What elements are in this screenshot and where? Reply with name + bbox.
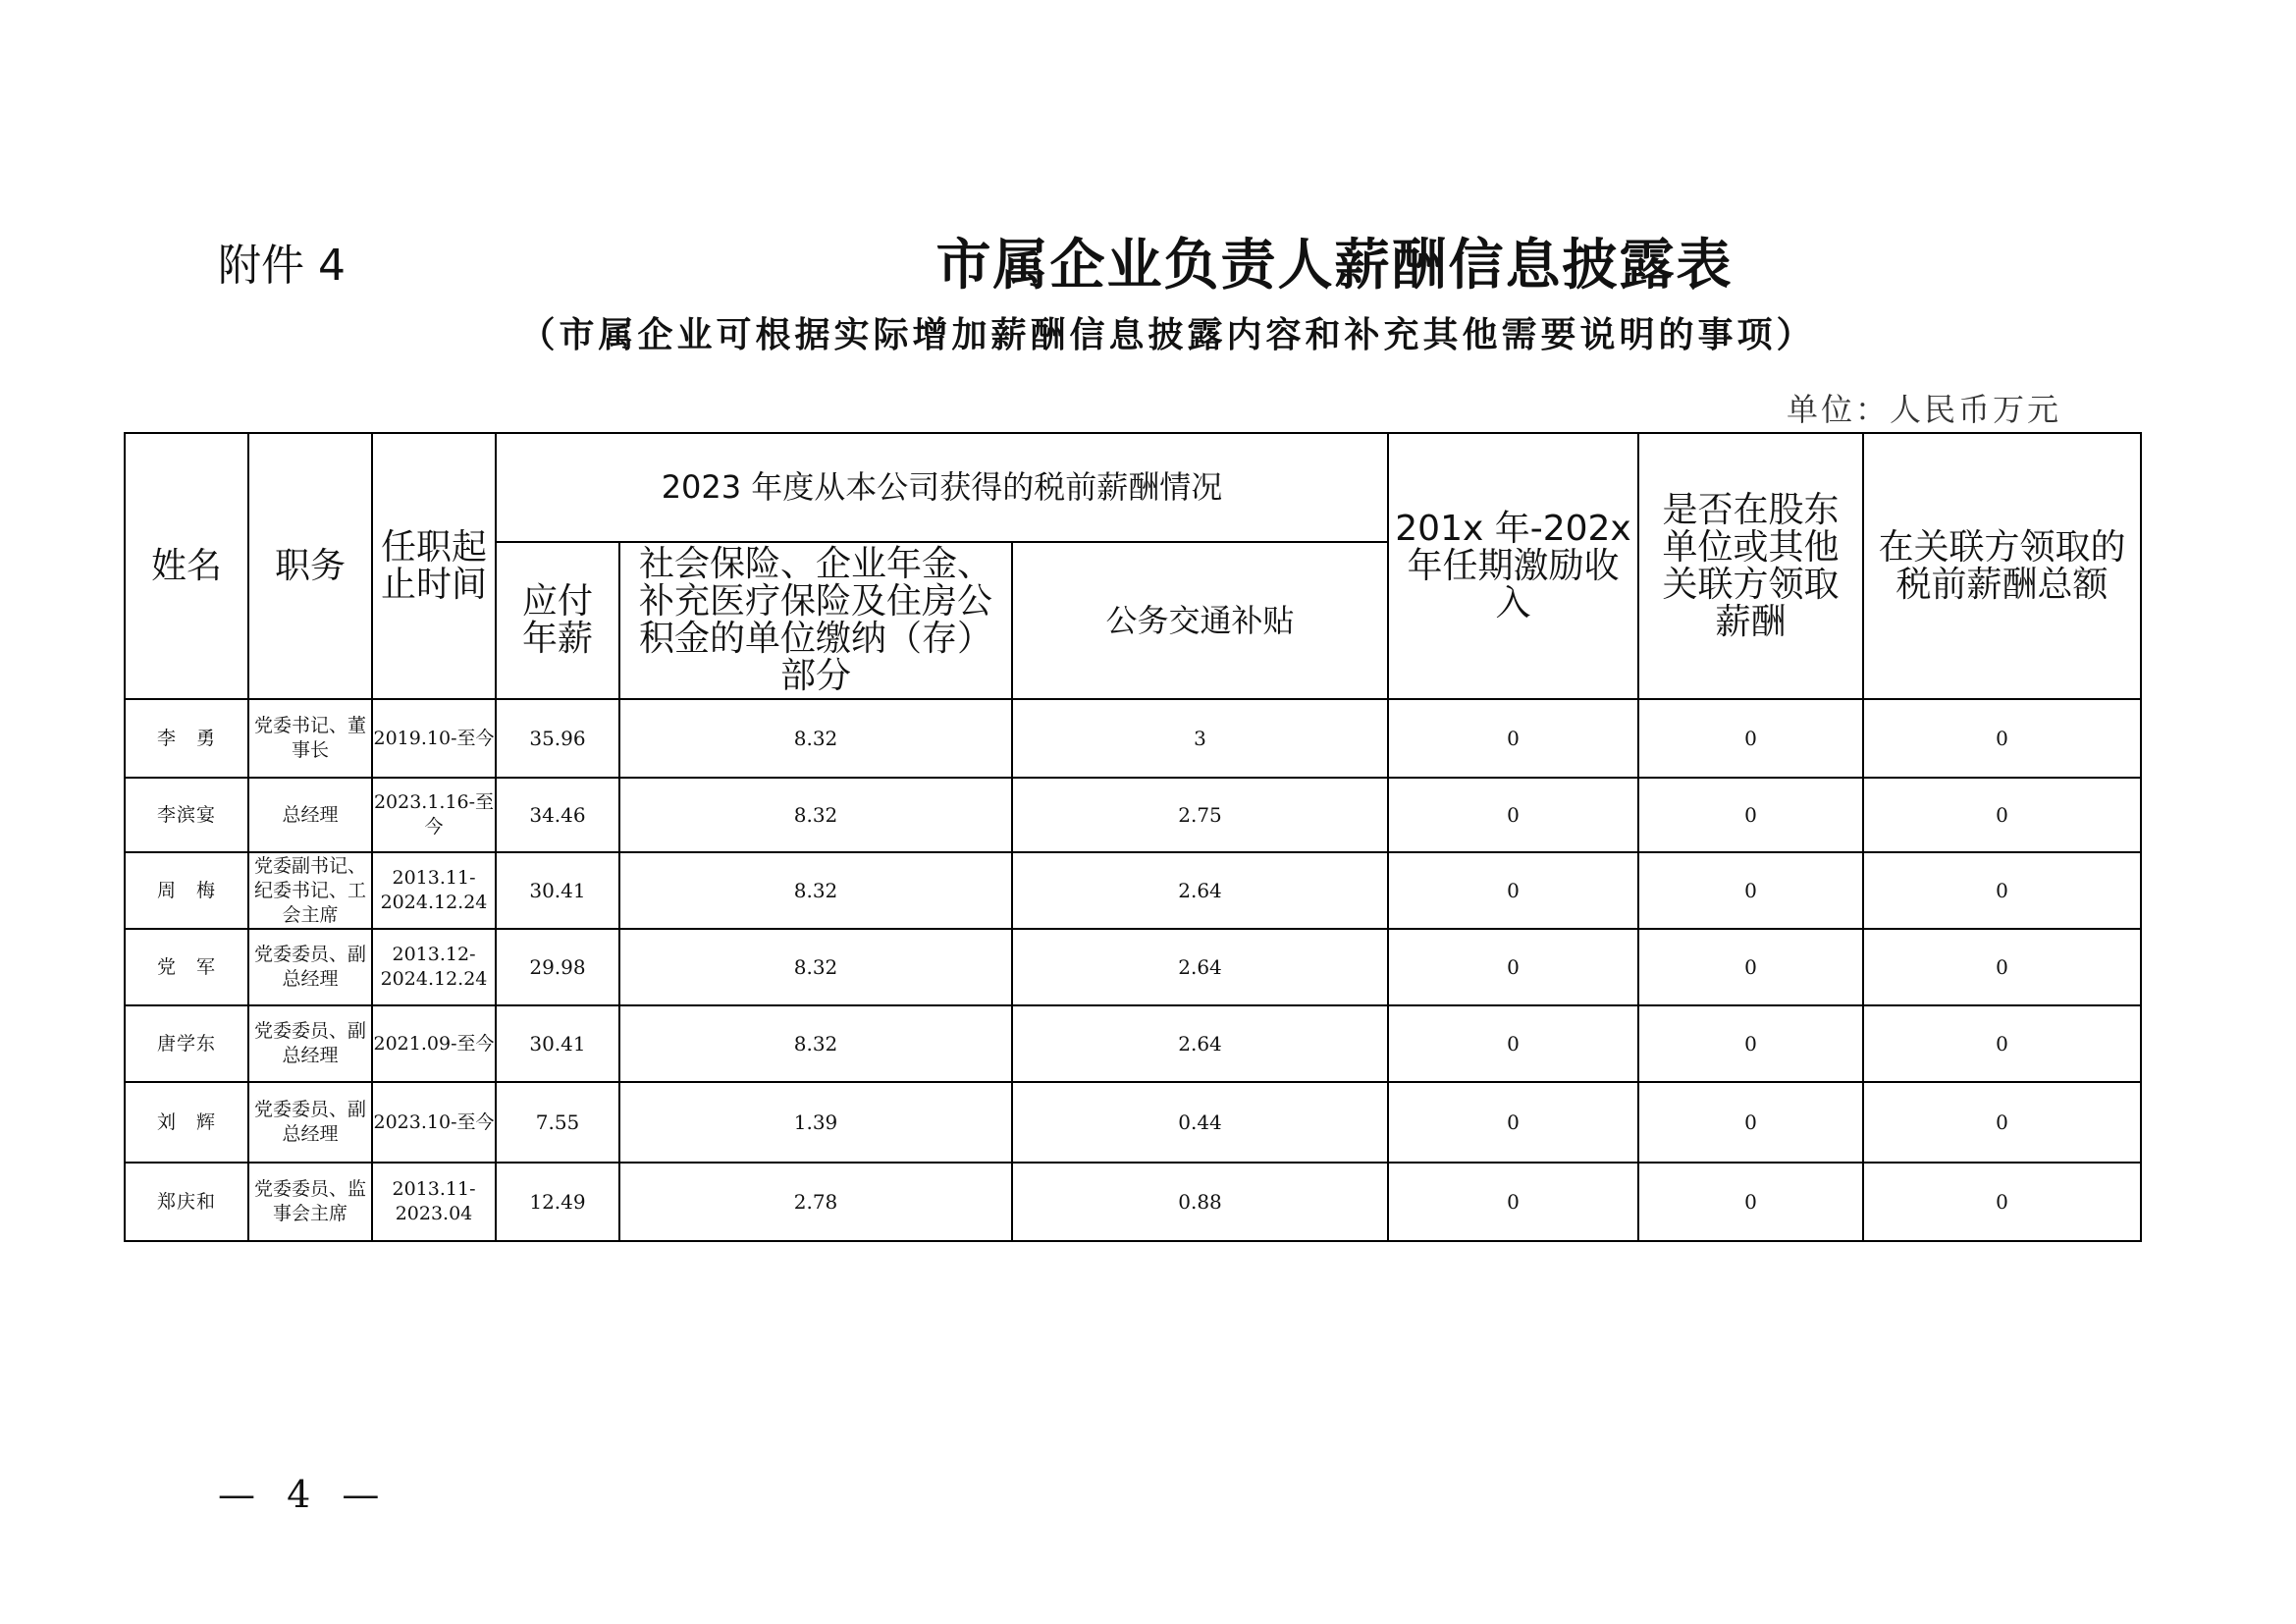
cell-insurance: 8.32 <box>619 699 1012 778</box>
cell-transport: 2.64 <box>1012 1005 1388 1082</box>
cell-shareholder: 0 <box>1638 929 1863 1005</box>
table-row <box>125 1163 2141 1241</box>
cell-tenure: 2013.12-2024.12.24 <box>372 929 496 1005</box>
cell-shareholder: 0 <box>1638 699 1863 778</box>
header-transport: 公务交通补贴 <box>1012 542 1388 699</box>
unit-note: 单位：人民币万元 <box>1787 391 2062 428</box>
cell-tenure: 2013.11-2023.04 <box>372 1163 496 1241</box>
cell-transport: 3 <box>1012 699 1388 778</box>
cell-transport: 2.75 <box>1012 778 1388 852</box>
cell-salary: 35.96 <box>496 699 619 778</box>
cell-name: 刘 辉 <box>125 1082 248 1163</box>
cell-shareholder: 0 <box>1638 778 1863 852</box>
header-insurance: 社会保险、企业年金、补充医疗保险及住房公积金的单位缴纳（存）部分 <box>619 542 1012 699</box>
cell-tenure: 2023.1.16-至今 <box>372 778 496 852</box>
cell-tenure: 2019.10-至今 <box>372 699 496 778</box>
header-salary: 应付年薪 <box>496 542 619 699</box>
cell-name: 党 军 <box>125 929 248 1005</box>
cell-salary: 30.41 <box>496 1005 619 1082</box>
attachment-label: 附件 4 <box>218 241 346 291</box>
header-related: 在关联方领取的税前薪酬总额 <box>1863 433 2141 699</box>
cell-insurance: 8.32 <box>619 1005 1012 1082</box>
cell-position: 党委委员、副总经理 <box>248 929 372 1005</box>
cell-tenure: 2021.09-至今 <box>372 1005 496 1082</box>
cell-related: 0 <box>1863 852 2141 929</box>
cell-transport: 2.64 <box>1012 929 1388 1005</box>
page-number: — 4 — <box>218 1473 390 1516</box>
cell-position: 党委委员、监事会主席 <box>248 1163 372 1241</box>
cell-incentive: 0 <box>1388 778 1638 852</box>
cell-name: 周 梅 <box>125 852 248 929</box>
cell-tenure: 2023.10-至今 <box>372 1082 496 1163</box>
cell-transport: 0.44 <box>1012 1082 1388 1163</box>
cell-incentive: 0 <box>1388 699 1638 778</box>
header-2023-group: 2023 年度从本公司获得的税前薪酬情况 <box>496 433 1388 542</box>
table-row <box>125 1005 2141 1082</box>
cell-related: 0 <box>1863 1005 2141 1082</box>
cell-shareholder: 0 <box>1638 852 1863 929</box>
cell-position: 总经理 <box>248 778 372 852</box>
cell-position: 党委委员、副总经理 <box>248 1082 372 1163</box>
document-title: 市属企业负责人薪酬信息披露表 <box>935 233 1734 298</box>
cell-tenure: 2013.11-2024.12.24 <box>372 852 496 929</box>
cell-name: 郑庆和 <box>125 1163 248 1241</box>
cell-insurance: 8.32 <box>619 778 1012 852</box>
cell-related: 0 <box>1863 1082 2141 1163</box>
cell-salary: 30.41 <box>496 852 619 929</box>
cell-related: 0 <box>1863 699 2141 778</box>
cell-incentive: 0 <box>1388 929 1638 1005</box>
cell-name: 李滨宴 <box>125 778 248 852</box>
cell-shareholder: 0 <box>1638 1163 1863 1241</box>
document-subtitle: （市属企业可根据实际增加薪酬信息披露内容和补充其他需要说明的事项） <box>519 314 1816 355</box>
salary-disclosure-table <box>124 432 2142 1242</box>
cell-position: 党委副书记、纪委书记、工会主席 <box>248 852 372 929</box>
table-header <box>125 433 2141 699</box>
cell-position: 党委委员、副总经理 <box>248 1005 372 1082</box>
cell-related: 0 <box>1863 929 2141 1005</box>
header-name: 姓名 <box>125 433 248 699</box>
header-position: 职务 <box>248 433 372 699</box>
cell-name: 李 勇 <box>125 699 248 778</box>
table-row <box>125 699 2141 778</box>
cell-insurance: 2.78 <box>619 1163 1012 1241</box>
cell-insurance: 1.39 <box>619 1082 1012 1163</box>
cell-incentive: 0 <box>1388 1005 1638 1082</box>
table-body <box>125 699 2141 1241</box>
cell-salary: 34.46 <box>496 778 619 852</box>
header-shareholder: 是否在股东单位或其他关联方领取薪酬 <box>1638 433 1863 699</box>
cell-related: 0 <box>1863 1163 2141 1241</box>
cell-related: 0 <box>1863 778 2141 852</box>
cell-shareholder: 0 <box>1638 1005 1863 1082</box>
cell-salary: 29.98 <box>496 929 619 1005</box>
table-row <box>125 852 2141 929</box>
cell-incentive: 0 <box>1388 1163 1638 1241</box>
cell-insurance: 8.32 <box>619 929 1012 1005</box>
cell-name: 唐学东 <box>125 1005 248 1082</box>
table-row <box>125 778 2141 852</box>
table-row <box>125 929 2141 1005</box>
cell-incentive: 0 <box>1388 1082 1638 1163</box>
cell-incentive: 0 <box>1388 852 1638 929</box>
cell-transport: 2.64 <box>1012 852 1388 929</box>
cell-salary: 7.55 <box>496 1082 619 1163</box>
cell-shareholder: 0 <box>1638 1082 1863 1163</box>
header-tenure: 任职起止时间 <box>372 433 496 699</box>
cell-position: 党委书记、董事长 <box>248 699 372 778</box>
salary-table-wrapper <box>124 432 2142 1242</box>
cell-insurance: 8.32 <box>619 852 1012 929</box>
table-row <box>125 1082 2141 1163</box>
cell-salary: 12.49 <box>496 1163 619 1241</box>
header-incentive: 201x 年-202x 年任期激励收入 <box>1388 433 1638 699</box>
cell-transport: 0.88 <box>1012 1163 1388 1241</box>
